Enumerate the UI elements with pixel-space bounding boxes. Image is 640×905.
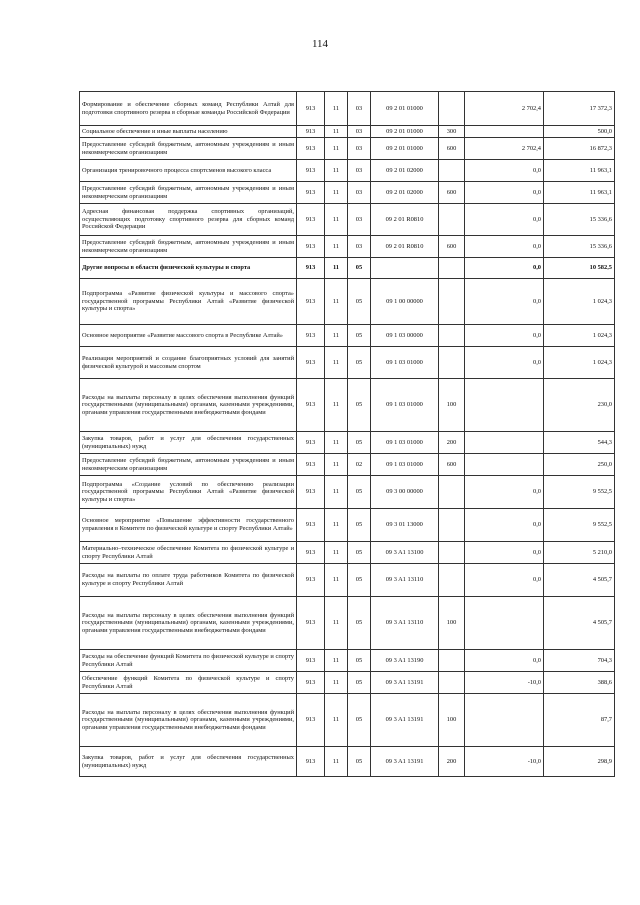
row-subsection-cell: 05 <box>348 476 371 509</box>
row-total-amount-cell: 1 024,3 <box>544 325 615 347</box>
row-section-cell: 11 <box>325 476 348 509</box>
row-change-amount-cell: 0,0 <box>465 476 544 509</box>
row-expense-type-cell: 100 <box>439 379 465 432</box>
row-target-article-cell: 09 1 03 01000 <box>371 379 439 432</box>
row-change-amount-cell: 0,0 <box>465 160 544 182</box>
row-target-article-cell: 09 2 01 R0810 <box>371 236 439 258</box>
row-subsection-cell: 05 <box>348 650 371 672</box>
row-target-article-cell: 09 3 A1 13190 <box>371 650 439 672</box>
row-section-cell: 11 <box>325 650 348 672</box>
row-total-amount-cell: 4 505,7 <box>544 564 615 597</box>
row-expense-type-cell: 100 <box>439 597 465 650</box>
row-expense-type-cell: 600 <box>439 454 465 476</box>
row-expense-type-cell <box>439 509 465 542</box>
row-admin-code-cell: 913 <box>297 182 325 204</box>
row-name-cell: Обеспечение функций Комитета по физической культуре и спорту Республики Алтай <box>80 672 297 694</box>
row-target-article-cell <box>371 258 439 279</box>
table-row <box>80 650 615 672</box>
row-section-cell: 11 <box>325 564 348 597</box>
table-row <box>80 347 615 379</box>
row-name-cell: Расходы на обеспечение функций Комитета по физической культуре и спорту Республики Алтай <box>80 650 297 672</box>
row-name-cell: Основное мероприятие «Повышение эффективности государственного управления в Комитете по физической культуре и спорту Республики Алтай» <box>80 509 297 542</box>
row-total-amount-cell: 11 963,1 <box>544 160 615 182</box>
row-admin-code-cell: 913 <box>297 92 325 126</box>
row-subsection-cell: 02 <box>348 454 371 476</box>
row-change-amount-cell: 0,0 <box>465 650 544 672</box>
row-name-cell: Расходы на выплаты персоналу в целях обеспечения выполнения функций государственными (муниципальными) органами, казенными учреждениями, органами управления государственными внебюджетными фондами <box>80 597 297 650</box>
row-target-article-cell: 09 3 A1 13191 <box>371 672 439 694</box>
row-name-cell: Предоставление субсидий бюджетным, автономным учреждениям и иным некоммерческим организациям <box>80 236 297 258</box>
row-target-article-cell: 09 2 01 02000 <box>371 160 439 182</box>
row-total-amount-cell: 500,0 <box>544 126 615 138</box>
table-row <box>80 747 615 777</box>
row-section-cell: 11 <box>325 92 348 126</box>
row-change-amount-cell: 0,0 <box>465 258 544 279</box>
row-expense-type-cell <box>439 204 465 236</box>
row-expense-type-cell: 300 <box>439 126 465 138</box>
table-row <box>80 564 615 597</box>
row-total-amount-cell: 16 872,3 <box>544 138 615 160</box>
row-total-amount-cell: 9 552,5 <box>544 476 615 509</box>
row-subsection-cell: 05 <box>348 542 371 564</box>
table-row <box>80 236 615 258</box>
row-name-cell: Предоставление субсидий бюджетным, автономным учреждениям и иным некоммерческим организациям <box>80 454 297 476</box>
row-section-cell: 11 <box>325 347 348 379</box>
row-section-cell: 11 <box>325 542 348 564</box>
row-name-cell: Другие вопросы в области физической культуры и спорта <box>80 258 297 279</box>
row-name-cell: Расходы на выплаты персоналу в целях обеспечения выполнения функций государственными (муниципальными) органами, казенными учреждениями, органами управления государственными внебюджетными фондами <box>80 379 297 432</box>
row-total-amount-cell: 1 024,3 <box>544 347 615 379</box>
table-row <box>80 126 615 138</box>
row-change-amount-cell <box>465 126 544 138</box>
row-subsection-cell: 03 <box>348 126 371 138</box>
row-name-cell: Закупка товаров, работ и услуг для обеспечения государственных (муниципальных) нужд <box>80 747 297 777</box>
row-name-cell: Расходы на выплаты по оплате труда работников Комитета по физической культуре и спорту Республики Алтай <box>80 564 297 597</box>
row-change-amount-cell: 0,0 <box>465 325 544 347</box>
table-row <box>80 694 615 747</box>
row-admin-code-cell: 913 <box>297 597 325 650</box>
row-total-amount-cell: 17 372,3 <box>544 92 615 126</box>
row-target-article-cell: 09 1 03 01000 <box>371 347 439 379</box>
row-name-cell: Предоставление субсидий бюджетным, автономным учреждениям и иным некоммерческим организациям <box>80 182 297 204</box>
row-target-article-cell: 09 2 01 02000 <box>371 182 439 204</box>
row-admin-code-cell: 913 <box>297 454 325 476</box>
table-row <box>80 432 615 454</box>
row-expense-type-cell: 600 <box>439 236 465 258</box>
table-row <box>80 258 615 279</box>
row-admin-code-cell: 913 <box>297 347 325 379</box>
row-section-cell: 11 <box>325 160 348 182</box>
row-admin-code-cell: 913 <box>297 160 325 182</box>
table-row <box>80 204 615 236</box>
row-section-cell: 11 <box>325 236 348 258</box>
row-expense-type-cell: 600 <box>439 182 465 204</box>
row-admin-code-cell: 913 <box>297 542 325 564</box>
row-subsection-cell: 03 <box>348 138 371 160</box>
row-subsection-cell: 05 <box>348 564 371 597</box>
row-change-amount-cell <box>465 379 544 432</box>
row-target-article-cell: 09 2 01 01000 <box>371 126 439 138</box>
table-row <box>80 138 615 160</box>
row-expense-type-cell <box>439 258 465 279</box>
row-target-article-cell: 09 1 00 00000 <box>371 279 439 325</box>
budget-table <box>79 91 615 777</box>
table-row <box>80 476 615 509</box>
table-row <box>80 279 615 325</box>
row-target-article-cell: 09 2 01 01000 <box>371 138 439 160</box>
row-expense-type-cell <box>439 92 465 126</box>
row-section-cell: 11 <box>325 597 348 650</box>
table-row <box>80 182 615 204</box>
row-admin-code-cell: 913 <box>297 279 325 325</box>
row-expense-type-cell <box>439 160 465 182</box>
row-target-article-cell: 09 1 03 01000 <box>371 454 439 476</box>
row-expense-type-cell: 200 <box>439 747 465 777</box>
row-expense-type-cell <box>439 325 465 347</box>
row-change-amount-cell: 0,0 <box>465 347 544 379</box>
row-name-cell: Материально–техническое обеспечение Комитета по физической культуре и спорту Республики Алтай <box>80 542 297 564</box>
table-row <box>80 325 615 347</box>
row-name-cell: Подпрограмма «Развитие физической культуры и массового спорта» государственной программы Республики Алтай «Развитие физической культуры и спорта» <box>80 279 297 325</box>
table-row <box>80 379 615 432</box>
row-total-amount-cell: 15 336,6 <box>544 204 615 236</box>
row-admin-code-cell: 913 <box>297 672 325 694</box>
row-admin-code-cell: 913 <box>297 379 325 432</box>
row-section-cell: 11 <box>325 126 348 138</box>
table-row <box>80 92 615 126</box>
table-row <box>80 597 615 650</box>
row-name-cell: Подпрограмма «Создание условий по обеспечению реализации государственной программы Республики Алтай «Развитие физической культуры и спорта» <box>80 476 297 509</box>
row-expense-type-cell <box>439 476 465 509</box>
row-target-article-cell: 09 3 A1 13100 <box>371 542 439 564</box>
row-total-amount-cell: 298,9 <box>544 747 615 777</box>
row-section-cell: 11 <box>325 279 348 325</box>
row-admin-code-cell: 913 <box>297 694 325 747</box>
row-subsection-cell: 03 <box>348 160 371 182</box>
row-total-amount-cell: 704,3 <box>544 650 615 672</box>
row-change-amount-cell: 0,0 <box>465 564 544 597</box>
row-change-amount-cell: 0,0 <box>465 279 544 325</box>
row-admin-code-cell: 913 <box>297 747 325 777</box>
row-total-amount-cell: 87,7 <box>544 694 615 747</box>
row-total-amount-cell: 5 210,0 <box>544 542 615 564</box>
row-subsection-cell: 03 <box>348 236 371 258</box>
row-total-amount-cell: 11 963,1 <box>544 182 615 204</box>
row-admin-code-cell: 913 <box>297 476 325 509</box>
row-total-amount-cell: 388,6 <box>544 672 615 694</box>
row-subsection-cell: 05 <box>348 279 371 325</box>
row-section-cell: 11 <box>325 379 348 432</box>
row-total-amount-cell: 15 336,6 <box>544 236 615 258</box>
row-total-amount-cell: 9 552,5 <box>544 509 615 542</box>
table-row <box>80 509 615 542</box>
row-total-amount-cell: 4 505,7 <box>544 597 615 650</box>
row-target-article-cell: 09 2 01 01000 <box>371 92 439 126</box>
row-change-amount-cell: -10,0 <box>465 672 544 694</box>
row-change-amount-cell <box>465 694 544 747</box>
row-target-article-cell: 09 1 03 01000 <box>371 432 439 454</box>
row-target-article-cell: 09 2 01 R0810 <box>371 204 439 236</box>
row-name-cell: Реализация мероприятий и создание благоприятных условий для занятий физической культурой и массовым спортом <box>80 347 297 379</box>
row-subsection-cell: 05 <box>348 379 371 432</box>
row-expense-type-cell <box>439 672 465 694</box>
table-row <box>80 542 615 564</box>
row-total-amount-cell: 10 582,5 <box>544 258 615 279</box>
row-name-cell: Расходы на выплаты персоналу в целях обеспечения выполнения функций государственными (муниципальными) органами, казенными учреждениями, органами управления государственными внебюджетными фондами <box>80 694 297 747</box>
row-expense-type-cell <box>439 279 465 325</box>
row-section-cell: 11 <box>325 325 348 347</box>
row-expense-type-cell: 200 <box>439 432 465 454</box>
row-subsection-cell: 03 <box>348 204 371 236</box>
row-admin-code-cell: 913 <box>297 564 325 597</box>
row-change-amount-cell: 0,0 <box>465 509 544 542</box>
row-subsection-cell: 03 <box>348 92 371 126</box>
row-section-cell: 11 <box>325 182 348 204</box>
row-admin-code-cell: 913 <box>297 138 325 160</box>
row-target-article-cell: 09 3 00 00000 <box>371 476 439 509</box>
row-section-cell: 11 <box>325 204 348 236</box>
row-target-article-cell: 09 3 01 13000 <box>371 509 439 542</box>
row-expense-type-cell: 100 <box>439 694 465 747</box>
row-admin-code-cell: 913 <box>297 650 325 672</box>
row-section-cell: 11 <box>325 747 348 777</box>
row-admin-code-cell: 913 <box>297 204 325 236</box>
row-change-amount-cell: 2 702,4 <box>465 92 544 126</box>
row-name-cell: Предоставление субсидий бюджетным, автономным учреждениям и иным некоммерческим организациям <box>80 138 297 160</box>
row-subsection-cell: 05 <box>348 258 371 279</box>
row-admin-code-cell: 913 <box>297 236 325 258</box>
row-admin-code-cell: 913 <box>297 258 325 279</box>
row-name-cell: Основное мероприятие «Развитие массового спорта в Республике Алтай» <box>80 325 297 347</box>
row-subsection-cell: 05 <box>348 432 371 454</box>
table-row <box>80 160 615 182</box>
row-expense-type-cell: 600 <box>439 138 465 160</box>
row-subsection-cell: 05 <box>348 597 371 650</box>
row-admin-code-cell: 913 <box>297 432 325 454</box>
row-change-amount-cell: -10,0 <box>465 747 544 777</box>
row-change-amount-cell: 0,0 <box>465 236 544 258</box>
row-expense-type-cell <box>439 650 465 672</box>
row-section-cell: 11 <box>325 509 348 542</box>
row-change-amount-cell: 0,0 <box>465 204 544 236</box>
row-admin-code-cell: 913 <box>297 325 325 347</box>
row-target-article-cell: 09 3 A1 13110 <box>371 564 439 597</box>
row-change-amount-cell <box>465 432 544 454</box>
table-row <box>80 454 615 476</box>
row-total-amount-cell: 230,0 <box>544 379 615 432</box>
row-subsection-cell: 05 <box>348 509 371 542</box>
row-subsection-cell: 05 <box>348 747 371 777</box>
row-subsection-cell: 05 <box>348 672 371 694</box>
row-subsection-cell: 05 <box>348 325 371 347</box>
row-total-amount-cell: 1 024,3 <box>544 279 615 325</box>
row-expense-type-cell <box>439 564 465 597</box>
row-subsection-cell: 05 <box>348 347 371 379</box>
row-section-cell: 11 <box>325 672 348 694</box>
row-target-article-cell: 09 1 03 00000 <box>371 325 439 347</box>
row-section-cell: 11 <box>325 454 348 476</box>
row-expense-type-cell <box>439 347 465 379</box>
row-subsection-cell: 05 <box>348 694 371 747</box>
row-change-amount-cell: 0,0 <box>465 182 544 204</box>
row-name-cell: Закупка товаров, работ и услуг для обеспечения государственных (муниципальных) нужд <box>80 432 297 454</box>
row-name-cell: Формирование и обеспечение сборных команд Республики Алтай для подготовки спортивного резерва в сборные команды Российской Федерации <box>80 92 297 126</box>
page-number: 114 <box>311 38 329 50</box>
row-total-amount-cell: 544,3 <box>544 432 615 454</box>
row-section-cell: 11 <box>325 138 348 160</box>
row-admin-code-cell: 913 <box>297 126 325 138</box>
row-section-cell: 11 <box>325 694 348 747</box>
row-section-cell: 11 <box>325 258 348 279</box>
row-change-amount-cell: 0,0 <box>465 542 544 564</box>
row-subsection-cell: 03 <box>348 182 371 204</box>
row-name-cell: Организация тренировочного процесса спортсменов высокого класса <box>80 160 297 182</box>
row-target-article-cell: 09 3 A1 13191 <box>371 747 439 777</box>
table-row <box>80 672 615 694</box>
row-name-cell: Адресная финансовая поддержка спортивных организаций, осуществляющих подготовку спортивного резерва для сборных команд Российской Федерации <box>80 204 297 236</box>
row-change-amount-cell <box>465 597 544 650</box>
row-total-amount-cell: 250,0 <box>544 454 615 476</box>
row-change-amount-cell <box>465 454 544 476</box>
row-change-amount-cell: 2 702,4 <box>465 138 544 160</box>
row-expense-type-cell <box>439 542 465 564</box>
row-target-article-cell: 09 3 A1 13110 <box>371 597 439 650</box>
row-section-cell: 11 <box>325 432 348 454</box>
row-target-article-cell: 09 3 A1 13191 <box>371 694 439 747</box>
row-name-cell: Социальное обеспечение и иные выплаты населению <box>80 126 297 138</box>
row-admin-code-cell: 913 <box>297 509 325 542</box>
